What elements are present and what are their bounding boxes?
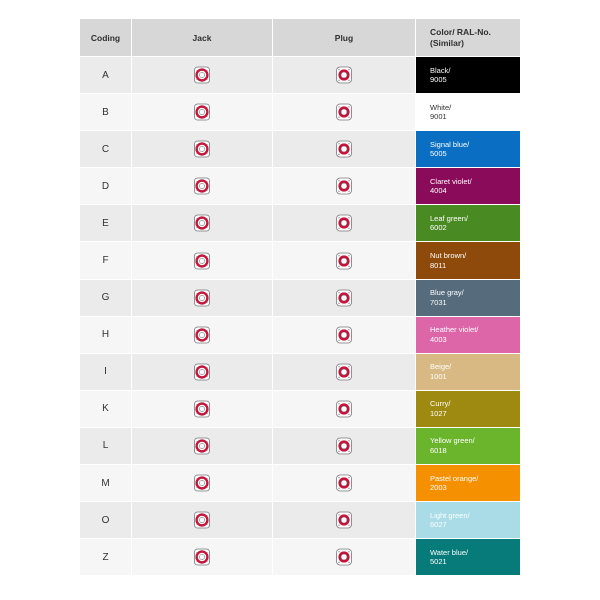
jack-cell (132, 428, 273, 465)
plug-connector-icon (334, 325, 354, 345)
coding-letter: E (102, 217, 109, 229)
jack-connector-icon (192, 65, 212, 85)
coding-letter: F (102, 255, 109, 267)
color-name: White/ (430, 102, 452, 112)
color-name: Leaf green/ (430, 213, 468, 223)
coding-letter: G (101, 292, 110, 304)
coding-cell (80, 502, 132, 539)
coding-table (80, 19, 520, 576)
plug-connector-icon (334, 176, 354, 196)
table-row (80, 354, 520, 391)
color-swatch (416, 57, 520, 94)
jack-connector-icon (192, 213, 212, 233)
header-jack: Jack (132, 19, 273, 57)
plug-connector-icon (334, 399, 354, 419)
jack-cell (132, 317, 273, 354)
coding-letter: M (101, 477, 110, 489)
jack-cell (132, 354, 273, 391)
plug-cell (273, 465, 416, 502)
coding-cell (80, 94, 132, 131)
jack-cell (132, 168, 273, 205)
color-name: Water blue/ (430, 547, 469, 557)
coding-letter: B (102, 106, 109, 118)
plug-cell (273, 317, 416, 354)
header-coding: Coding (80, 19, 132, 57)
table-row (80, 205, 520, 242)
color-name: Nut brown/ (430, 251, 467, 261)
coding-cell (80, 280, 132, 317)
table-header-row (80, 19, 520, 57)
table-body (80, 57, 520, 576)
coding-cell (80, 354, 132, 391)
jack-connector-icon (192, 102, 212, 122)
color-swatch (416, 242, 520, 279)
table-row (80, 502, 520, 539)
coding-cell (80, 168, 132, 205)
color-swatch (416, 280, 520, 317)
ral-number: 5005 (430, 149, 447, 159)
plug-cell (273, 57, 416, 94)
header-plug: Plug (273, 19, 416, 57)
coding-letter: A (102, 69, 109, 81)
coding-letter: L (102, 440, 109, 452)
jack-connector-icon (192, 510, 212, 530)
plug-cell (273, 354, 416, 391)
color-swatch (416, 168, 520, 205)
jack-connector-icon (192, 473, 212, 493)
color-swatch (416, 465, 520, 502)
coding-letter: H (101, 329, 110, 341)
ral-number: 4003 (430, 334, 447, 344)
ral-number: 6002 (430, 223, 447, 233)
table-row (80, 94, 520, 131)
coding-cell (80, 428, 132, 465)
color-name: Blue gray/ (430, 288, 464, 298)
table-row (80, 280, 520, 317)
plug-connector-icon (334, 213, 354, 233)
table-row (80, 57, 520, 94)
plug-connector-icon (334, 251, 354, 271)
jack-cell (132, 57, 273, 94)
jack-connector-icon (192, 362, 212, 382)
plug-cell (273, 391, 416, 428)
coding-letter: K (102, 403, 109, 415)
color-swatch (416, 131, 520, 168)
ral-number: 1027 (430, 408, 447, 418)
coding-cell (80, 131, 132, 168)
jack-cell (132, 242, 273, 279)
plug-cell (273, 280, 416, 317)
color-swatch (416, 391, 520, 428)
jack-cell (132, 280, 273, 317)
jack-connector-icon (192, 547, 212, 567)
coding-letter: C (101, 143, 110, 155)
coding-cell (80, 317, 132, 354)
plug-cell (273, 205, 416, 242)
plug-cell (273, 131, 416, 168)
table-row (80, 539, 520, 576)
jack-cell (132, 131, 273, 168)
plug-cell (273, 242, 416, 279)
plug-connector-icon (334, 288, 354, 308)
ral-number: 4004 (430, 186, 447, 196)
plug-cell (273, 168, 416, 205)
ral-number: 9001 (430, 112, 447, 122)
table-row (80, 168, 520, 205)
ral-number: 7031 (430, 297, 447, 307)
color-name: Curry/ (430, 399, 451, 409)
coding-letter: I (104, 366, 107, 378)
color-swatch (416, 428, 520, 465)
color-name: Pastel orange/ (430, 473, 479, 483)
plug-cell (273, 539, 416, 576)
jack-cell (132, 391, 273, 428)
color-name: Heather violet/ (430, 325, 479, 335)
color-name: Light green/ (430, 510, 470, 520)
table-row (80, 242, 520, 279)
header-color-line1: Color/ RAL-No. (430, 27, 491, 37)
jack-cell (132, 205, 273, 242)
color-swatch (416, 317, 520, 354)
plug-connector-icon (334, 473, 354, 493)
ral-number: 9005 (430, 75, 447, 85)
plug-connector-icon (334, 139, 354, 159)
jack-connector-icon (192, 288, 212, 308)
jack-cell (132, 502, 273, 539)
coding-cell (80, 57, 132, 94)
jack-connector-icon (192, 139, 212, 159)
plug-connector-icon (334, 510, 354, 530)
jack-connector-icon (192, 251, 212, 271)
jack-connector-icon (192, 325, 212, 345)
table-row (80, 465, 520, 502)
ral-number: 6027 (430, 520, 447, 530)
table-row (80, 391, 520, 428)
color-name: Claret violet/ (430, 176, 472, 186)
color-swatch (416, 539, 520, 576)
color-name: Beige/ (430, 362, 452, 372)
coding-cell (80, 391, 132, 428)
ral-number: 1001 (430, 371, 447, 381)
plug-cell (273, 94, 416, 131)
color-swatch (416, 94, 520, 131)
plug-connector-icon (334, 102, 354, 122)
coding-cell (80, 465, 132, 502)
table-row (80, 428, 520, 465)
ral-number: 2003 (430, 483, 447, 493)
plug-connector-icon (334, 362, 354, 382)
table-row (80, 317, 520, 354)
coding-letter: D (101, 180, 110, 192)
coding-letter: O (101, 514, 110, 526)
header-color-line2: (Similar) (430, 38, 465, 48)
color-swatch (416, 205, 520, 242)
coding-cell (80, 205, 132, 242)
coding-cell (80, 242, 132, 279)
jack-connector-icon (192, 399, 212, 419)
jack-connector-icon (192, 436, 212, 456)
color-name: Yellow green/ (430, 436, 475, 446)
coding-letter: Z (102, 551, 109, 563)
plug-cell (273, 502, 416, 539)
color-name: Signal blue/ (430, 139, 470, 149)
jack-cell (132, 94, 273, 131)
table-row (80, 131, 520, 168)
jack-connector-icon (192, 176, 212, 196)
header-color (416, 19, 520, 57)
color-name: Black/ (430, 65, 451, 75)
plug-connector-icon (334, 65, 354, 85)
ral-number: 5021 (430, 557, 447, 567)
plug-connector-icon (334, 547, 354, 567)
ral-number: 8011 (430, 260, 447, 270)
plug-cell (273, 428, 416, 465)
color-swatch (416, 502, 520, 539)
jack-cell (132, 539, 273, 576)
color-swatch (416, 354, 520, 391)
plug-connector-icon (334, 436, 354, 456)
coding-cell (80, 539, 132, 576)
ral-number: 6018 (430, 445, 447, 455)
jack-cell (132, 465, 273, 502)
